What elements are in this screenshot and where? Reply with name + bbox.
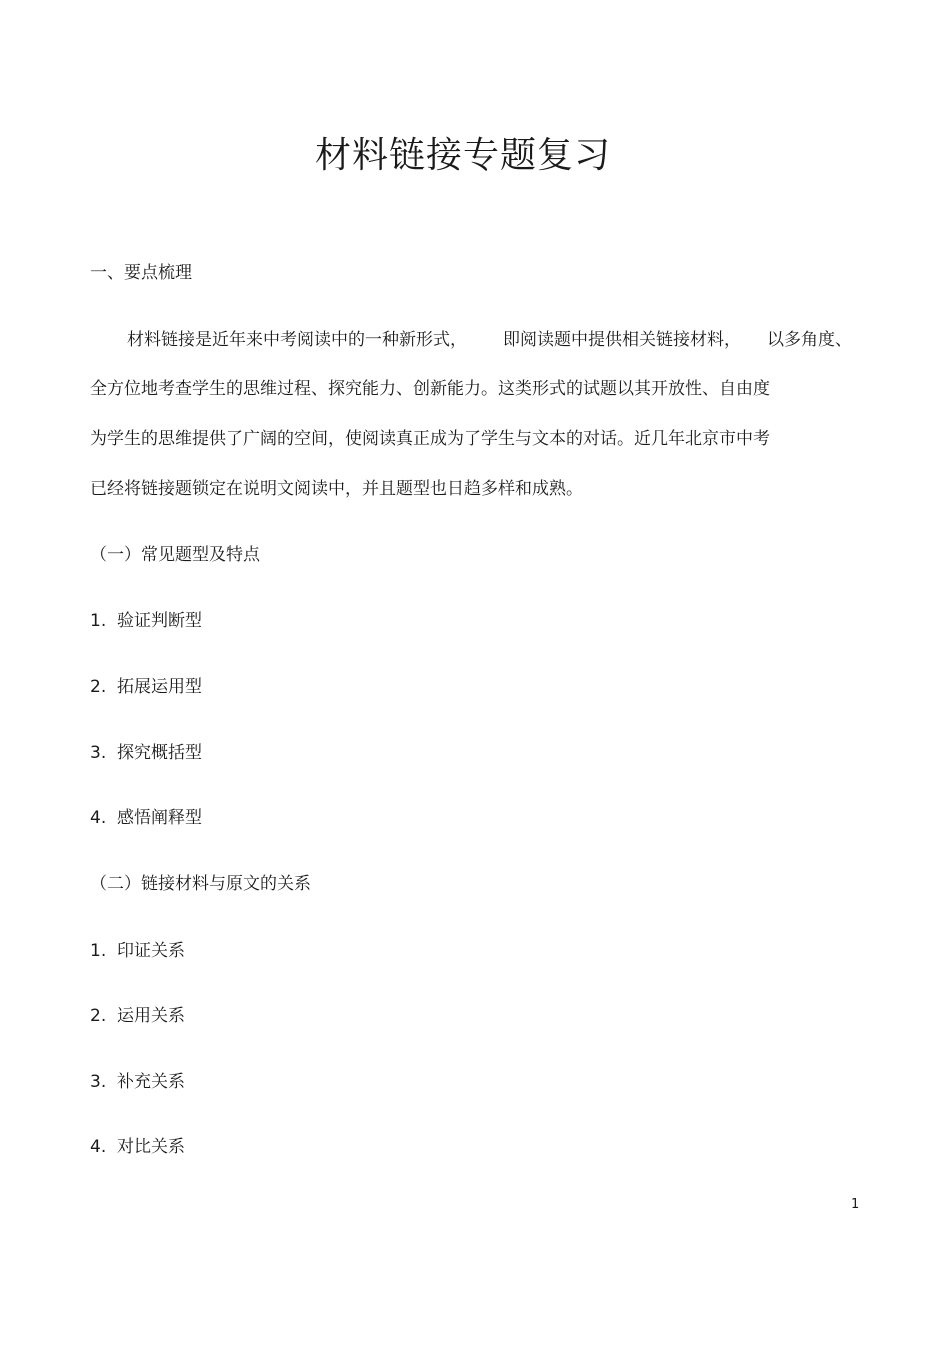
paragraph-line-4: 已经将链接题锁定在说明文阅读中，并且题型也日趋多样和成熟。 [90, 479, 583, 499]
list-item-number: 3. [90, 743, 107, 763]
subsection-heading: （二）链接材料与原文的关系 [90, 874, 311, 894]
paragraph-line-1 [127, 329, 852, 351]
list-item-text: 对比关系 [117, 1137, 185, 1157]
subsection-heading: （一）常见题型及特点 [90, 545, 260, 565]
list-item-number: 4. [90, 1137, 107, 1157]
list-item-text: 印证关系 [117, 941, 185, 961]
list-item-number: 3. [90, 1072, 107, 1092]
paragraph-line-3: 为学生的思维提供了广阔的空间，使阅读真正成为了学生与文本的对话。近几年北京市中考 [90, 429, 770, 449]
list-item [90, 1071, 185, 1093]
list-item [90, 1005, 185, 1027]
list-item [90, 676, 202, 698]
list-item [90, 807, 202, 829]
list-item-text: 运用关系 [117, 1006, 185, 1026]
paragraph-text: 以多角度、 [767, 330, 852, 350]
paragraph-line-2: 全方位地考查学生的思维过程、探究能力、创新能力。这类形式的试题以其开放性、自由度 [90, 379, 770, 399]
page-number: 1 [851, 1197, 860, 1212]
list-item-number: 2. [90, 1006, 107, 1026]
list-item-number: 1. [90, 941, 107, 961]
list-item-text: 感悟阐释型 [117, 808, 202, 828]
list-item-text: 补充关系 [117, 1072, 185, 1092]
paragraph-text: 即阅读题中提供相关链接材料， [503, 330, 741, 350]
list-item [90, 940, 185, 962]
section-heading: 一、要点梳理 [90, 263, 192, 283]
paragraph-text: 材料链接是近年来中考阅读中的一种新形式， [127, 330, 467, 350]
list-item-number: 2. [90, 677, 107, 697]
list-item-text: 拓展运用型 [117, 677, 202, 697]
list-item-number: 1. [90, 611, 107, 631]
list-item-text: 探究概括型 [117, 743, 202, 763]
list-item [90, 610, 202, 632]
page-title: 材料链接专题复习 [314, 135, 611, 177]
list-item [90, 1136, 185, 1158]
list-item-number: 4. [90, 808, 107, 828]
list-item-text: 验证判断型 [117, 611, 202, 631]
list-item [90, 742, 202, 764]
